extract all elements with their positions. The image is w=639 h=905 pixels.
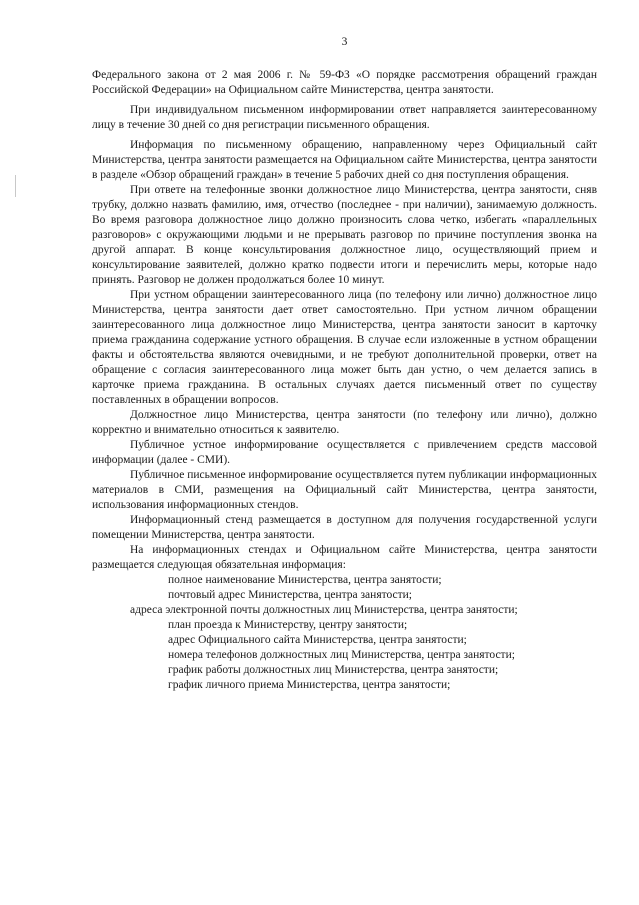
paragraph: При индивидуальном письменном информировании ответ направляется заинтересованному лицу в течение 30 дней со дня регистрации письменного обращения. xyxy=(92,104,597,131)
list-item: почтовый адрес Министерства, центра занятости; xyxy=(168,589,412,601)
paragraph: На информационных стендах и Официальном сайте Министерства, центра занятости размещается следующая обязательная информация: xyxy=(92,544,597,571)
body-text xyxy=(92,68,597,693)
paragraph: Публичное письменное информирование осуществляется путем публикации информационных материалов в СМИ, размещения на Официальный сайт Министерства, центра занятости, использования информационных стендов. xyxy=(92,469,597,511)
paragraph: При ответе на телефонные звонки должностное лицо Министерства, центра занятости, сняв трубку, должно назвать фамилию, имя, отчество (последнее - при наличии), занимаемую должность. Во время разговора должностное лицо должно произносить слова четко, избегать «параллельных разговоров» с окружающими людьми и не прерывать разговор по причине поступления звонка на другой аппарат. В конце консультирования должностное лицо, осуществляющий прием и консультирование заявителей, должно кратко подвести итоги и перечислить меры, которые надо принять. Разговор не должен продолжаться более 10 минут. xyxy=(92,184,597,286)
paragraph: Информация по письменному обращению, направленному через Официальный сайт Министерства, центра занятости размещается на Официальном сайте Министерства, центра занятости в разделе «Обзор обращений граждан» в течение 5 рабочих дней со дня поступления обращения. xyxy=(92,139,597,181)
list-item: график личного приема Министерства, центра занятости; xyxy=(168,679,451,691)
scan-artifact-mark xyxy=(15,175,16,197)
list-item: номера телефонов должностных лиц Министерства, центра занятости; xyxy=(168,649,515,661)
paragraph: Публичное устное информирование осуществляется с привлечением средств массовой информации (далее - СМИ). xyxy=(92,439,597,466)
list-item: адреса электронной почты должностных лиц Министерства, центра занятости; xyxy=(130,604,518,616)
list-item: план проезда к Министерству, центру занятости; xyxy=(168,619,408,631)
paragraph: При устном обращении заинтересованного лица (по телефону или лично) должностное лицо Министерства, центра занятости дает ответ самостоятельно. При устном личном обращении заинтересованного лица должностное лицо Министерства, центра занятости заносит в карточку приема гражданина содержание устного обращения. В случае если изложенные в устном обращении факты и обстоятельства являются очевидными, и не требуют дополнительной проверки, ответ на обращение с согласия заинтересованного лица может быть дан устно, о чем делается запись в карточке приема гражданина. В остальных случаях дается письменный ответ по существу поставленных в обращении вопросов. xyxy=(92,289,597,406)
paragraph: Федерального закона от 2 мая 2006 г. № 59-ФЗ «О порядке рассмотрения обращений граждан Российской Федерации» на Официальном сайте Министерства, центра занятости. xyxy=(92,69,597,96)
paragraph: Должностное лицо Министерства, центра занятости (по телефону или лично), должно корректно и внимательно относиться к заявителю. xyxy=(92,409,597,436)
list-item: полное наименование Министерства, центра занятости; xyxy=(168,574,442,586)
page-number: 3 xyxy=(341,36,348,48)
list-item: график работы должностных лиц Министерства, центра занятости; xyxy=(168,664,499,676)
paragraph: Информационный стенд размещается в доступном для получения государственной услуги помещении Министерства, центра занятости. xyxy=(92,514,597,541)
list-item: адрес Официального сайта Министерства, центра занятости; xyxy=(168,634,467,646)
